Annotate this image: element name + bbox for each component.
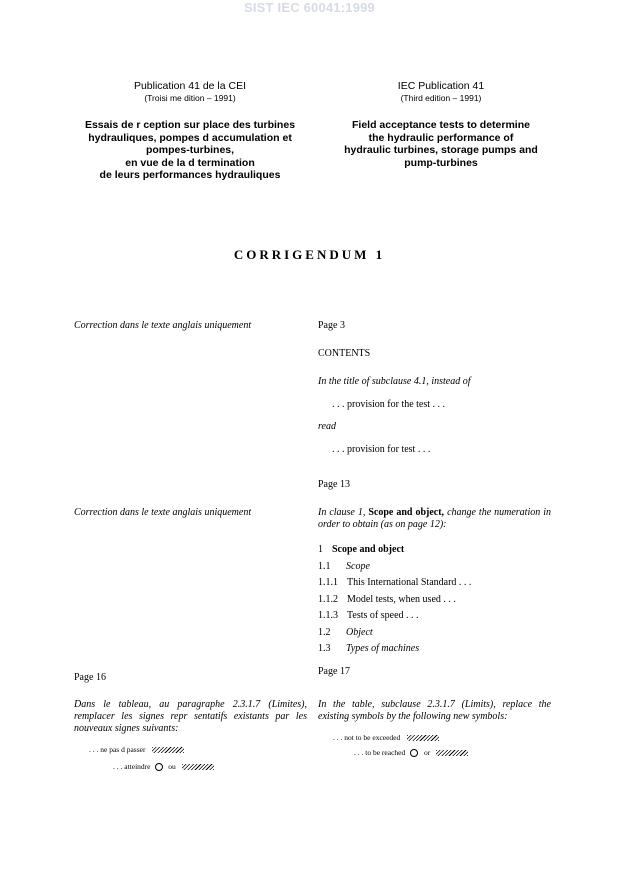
right-page-label: Page 17: [318, 666, 350, 677]
right-pub-title-line: hydraulic turbines, storage pumps and: [344, 144, 538, 157]
left-pub-title: Publication 41 de la CEI: [133, 80, 247, 92]
read-label: read: [318, 421, 336, 432]
page-label: Page 3: [318, 320, 345, 331]
list-item: [318, 627, 558, 644]
left-pub-title-line: pompes-turbines,: [145, 144, 235, 157]
list-item-label: This International Standard . . .: [347, 577, 472, 588]
list-item: [318, 577, 558, 594]
right-symbol-line-2: [354, 748, 468, 758]
new-text: . . . provision for test . . .: [332, 444, 431, 455]
instruction-bold: Scope and object,: [368, 507, 445, 518]
list-item-number: 1.2: [318, 626, 331, 638]
right-pub-title-line: the hydraulic performance of: [368, 131, 514, 144]
symbol-text: . . . ne pas d passer: [89, 745, 146, 754]
list-item: [318, 544, 558, 561]
left-symbol-line-1: [89, 745, 184, 755]
numbering-list: [318, 544, 558, 660]
right-pub-edition: (Third edition – 1991): [400, 93, 482, 103]
old-text: . . . provision for the test . . .: [332, 399, 446, 410]
list-item-number: 1.1.1: [318, 577, 338, 588]
right-pub-title: IEC Publication 41: [397, 80, 485, 92]
list-item-label: Model tests, when used . . .: [347, 593, 456, 605]
instruction-text: In the title of subclause 4.1, instead of: [318, 376, 471, 387]
right-publication-header: [313, 80, 569, 169]
left-pub-title-line: hydrauliques, pompes d accumulation et: [88, 131, 292, 144]
symbol-text: . . . not to be exceeded: [333, 733, 401, 742]
list-item-label: Tests of speed . . .: [347, 610, 419, 621]
list-item: [318, 561, 558, 578]
right-symbol-line-1: [333, 733, 439, 743]
list-item-label: Scope: [346, 560, 370, 572]
left-symbol-line-2: [113, 762, 214, 772]
left-note-1: Correction dans le texte anglais uniquement: [74, 320, 252, 331]
hatched-symbol-icon: [152, 747, 184, 753]
symbol-or: or: [423, 748, 431, 757]
left-pub-title-line: en vue de la d termination: [125, 156, 255, 169]
list-item-number: 1.3: [318, 643, 331, 654]
list-item: [318, 610, 558, 627]
contents-label: CONTENTS: [318, 348, 371, 359]
list-item-label: Object: [346, 626, 373, 638]
right-pub-title-line: Field acceptance tests to determine: [352, 119, 530, 131]
circle-symbol-icon: [155, 763, 163, 771]
hatched-symbol-icon: [436, 750, 468, 756]
symbol-or: ou: [168, 762, 176, 771]
instruction-post: change the numeration in order to obtain (as on page 12):: [318, 507, 552, 531]
left-publication-header: [60, 80, 320, 182]
left-pub-edition: (Troisi me dition – 1991): [144, 93, 236, 103]
list-item-number: 1.1.3: [318, 610, 338, 621]
left-table-instruction: Dans le tableau, au paragraphe 2.3.1.7 (Limites), remplacer les signes repr sentatifs existants par les nouveaux signes suivants:: [74, 699, 307, 735]
symbol-text: . . . atteindre: [113, 762, 151, 771]
hatched-symbol-icon: [182, 764, 214, 770]
left-pub-title-line: de leurs performances hydrauliques: [99, 169, 281, 182]
hatched-symbol-icon: [407, 735, 439, 741]
circle-symbol-icon: [410, 749, 418, 757]
left-pub-title-line: Essais de r ception sur place des turbines: [84, 119, 296, 131]
list-item-label: Types of machines: [346, 643, 420, 654]
left-page-label: Page 16: [74, 672, 106, 683]
right-table-instruction: In the table, subclause 2.3.1.7 (Limits), replace the existing symbols by the following new symbols:: [318, 699, 551, 723]
right-pub-title-line: pump-turbines: [404, 156, 478, 169]
list-item-number: 1.1.2: [318, 593, 338, 605]
list-item-number: 1: [318, 544, 323, 555]
clause-instruction: [318, 507, 551, 531]
corrigendum-heading: CORRIGENDUM 1: [233, 247, 386, 262]
page-label: Page 13: [318, 479, 350, 490]
list-item: [318, 643, 558, 660]
instruction-pre: In clause 1,: [318, 507, 366, 518]
list-item: [318, 594, 558, 611]
watermark: SIST IEC 60041:1999: [244, 0, 375, 15]
symbol-text: . . . to be reached: [354, 748, 406, 757]
list-item-number: 1.1: [318, 560, 331, 572]
list-item-label: Scope and object: [332, 544, 405, 555]
left-note-2: Correction dans le texte anglais uniquement: [74, 507, 252, 518]
